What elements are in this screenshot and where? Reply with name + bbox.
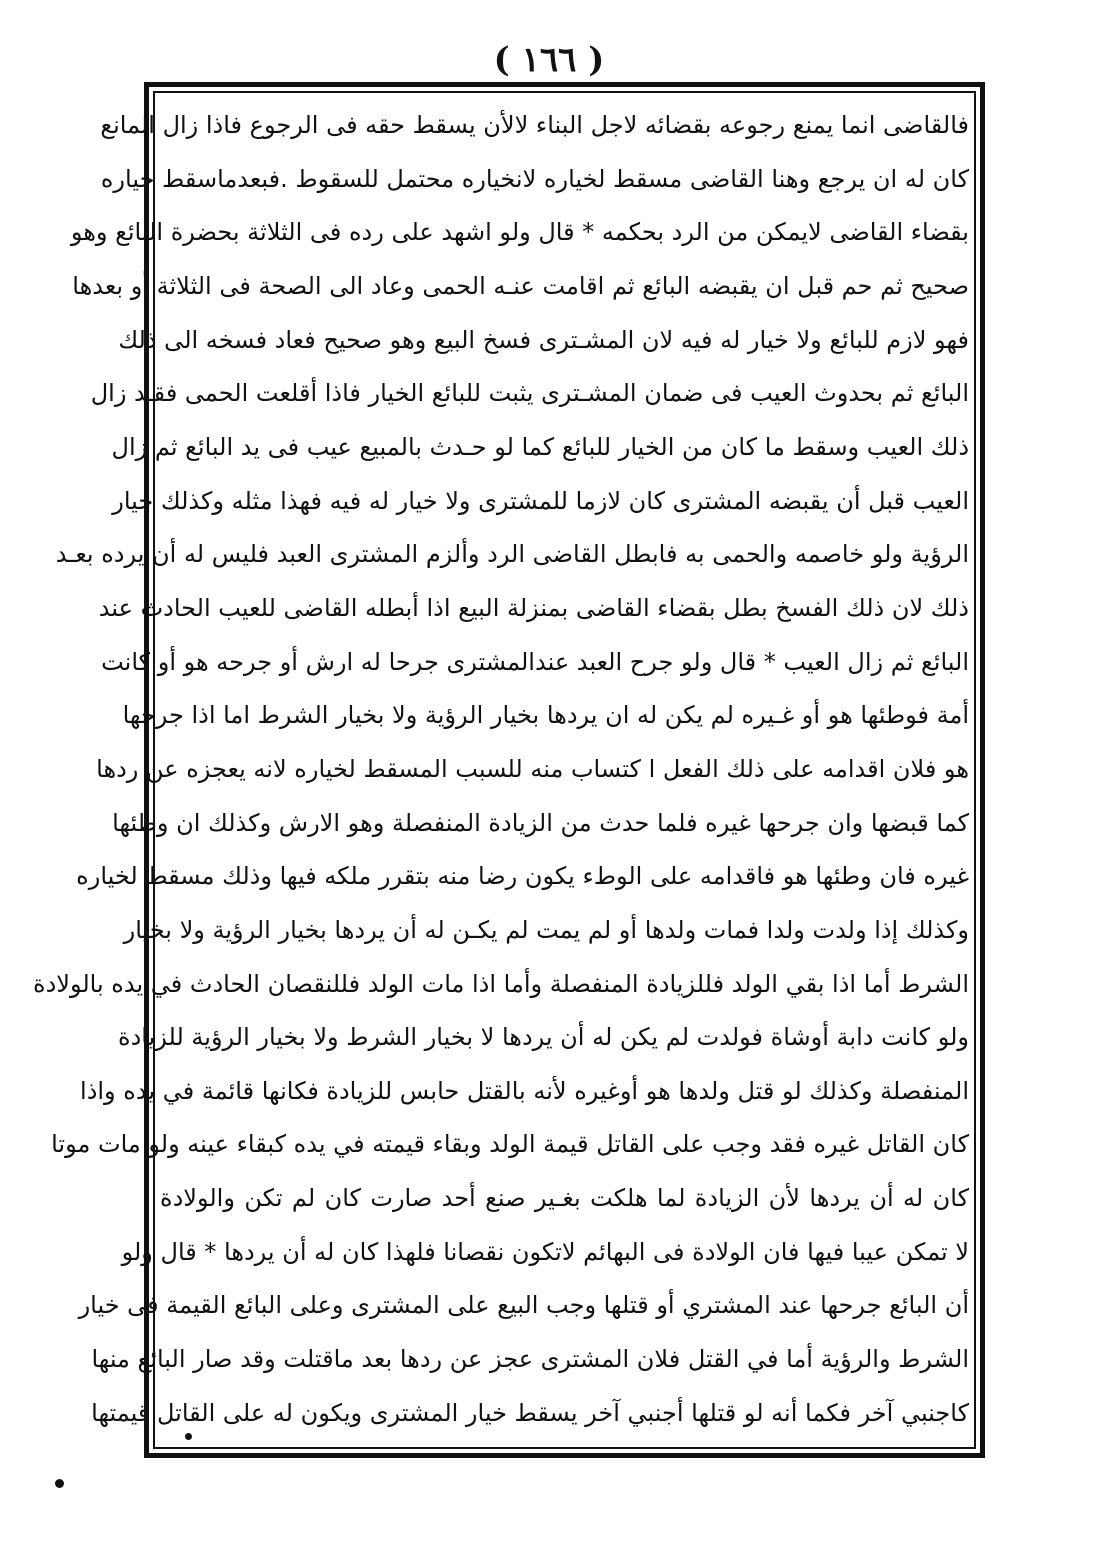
text-line-2: كان له ان يرجع وهنا القاضى مسقط لخياره لانخياره محتمل للسقوط .فبعدماسقط خياره (100, 164, 969, 193)
text-line-8: العيب قبل أن يقبضه المشترى كان لازما للمشترى ولا خيار له فيه فهذا مثله وكذلك خيار (112, 486, 969, 515)
text-line-4: صحيح ثم حم قبل ان يقبضه البائع ثم اقامت عنـه الحمى وعاد الى الصحة فى الثلاثة أو بعدها (72, 271, 969, 300)
text-line-16: وكذلك إذا ولدت ولدا فمات ولدها أو لم يمت لم يكـن له أن يردها بخيار الرؤية ولا بخيار (123, 915, 969, 944)
text-line-21: كان له أن يردها لأن الزيادة لما هلكت بغـير صنع أحد صارت كان لم تكن والولادة (160, 1184, 969, 1213)
text-line-5: فهو لازم للبائع ولا خيار له فيه لان المشـترى فسخ البيع وهو صحيح فعاد فسخه الى ذلك (118, 325, 969, 354)
page-number: ( ١٦٦ ) (493, 40, 605, 80)
bottom-ornament-dot (185, 1433, 192, 1440)
text-line-12: أمة فوطئها هو أو غـيره لم يكن له ان يردها بخيار الرؤية ولا بخيار الشرط اما اذا جرحها (122, 701, 969, 730)
text-line-22: لا تمكن عيبا فيها فان الولادة فى البهائم لاتكون نقصانا فلهذا كان له أن يردها * قال ولو (121, 1237, 969, 1266)
text-line-18: ولو كانت دابة أوشاة فولدت لم يكن له أن يردها لا بخيار الشرط ولا بخيار الرؤية للزيادة (118, 1023, 969, 1052)
text-line-15: غيره فان وطئها هو فاقدامه على الوطء يكون رضا منه بتقرر ملكه فيها وذلك مسقط لخياره (76, 862, 969, 891)
text-line-25: كاجنبي آخر فكما أنه لو قتلها أجنبي آخر يسقط خيار المشترى ويكون له على القاتل قيمتها (91, 1398, 969, 1427)
text-line-10: ذلك لان ذلك الفسخ بطل بقضاء القاضى بمنزلة البيع اذا أبطله القاضى للعيب الحادث عند (98, 593, 969, 622)
text-line-24: الشرط والرؤية أما في القتل فلان المشترى عجز عن ردها بعد ماقتلت وقد صار البائع منها (91, 1345, 969, 1374)
text-line-20: كان القاتل غيره فقد وجب على القاتل قيمة الولد وبقاء قيمته في يده كبقاء عينه ولو مات موتا (51, 1130, 969, 1159)
text-line-7: ذلك العيب وسقط ما كان من الخيار للبائع كما لو حـدث بالمبيع عيب فى يد البائع ثم زال (111, 432, 969, 461)
text-line-9: الرؤية ولو خاصمه والحمى به فابطل القاضى الرد وألزم المشترى العبد فليس له أن يرده بعـد (55, 540, 969, 569)
text-line-3: بقضاء القاضى لايمكن من الرد بحكمه * قال ولو اشهد على رده فى الثلاثة بحضرة البائع وهو (70, 218, 969, 247)
text-line-14: كما قبضها وان جرحها غيره فلما حدث من الزيادة المنفصلة وهو الارش وكذلك ان وطئها (112, 808, 969, 837)
text-line-11: البائع ثم زال العيب * قال ولو جرح العبد عندالمشترى جرحا له ارش أو جرحه هو أو كانت (101, 647, 969, 676)
text-line-17: الشرط أما اذا بقي الولد فللزيادة المنفصلة وأما اذا مات الولد فللنقصان الحادث في يده بالولادة (33, 969, 969, 998)
margin-ink-dot (55, 1479, 64, 1488)
text-body (33, 100, 969, 1438)
text-line-1: فالقاضى انما يمنع رجوعه بقضائه لاجل البناء لالأن يسقط حقه فى الرجوع فاذا زال المانع (100, 111, 969, 139)
text-line-23: أن البائع جرحها عند المشتري أو قتلها وجب البيع على المشترى وعلى البائع القيمة فى خيار (78, 1291, 969, 1320)
text-line-13: هو فلان اقدامه على ذلك الفعل ا كتساب منه للسبب المسقط لخياره لانه يعجزه عن ردها (96, 754, 969, 783)
text-line-19: المنفصلة وكذلك لو قتل ولدها هو أوغيره لأنه بالقتل حابس للزيادة فكانها قائمة في يده واذا (80, 1076, 969, 1105)
text-line-6: البائع ثم بحدوث العيب فى ضمان المشـترى يثبت للبائع الخيار فاذا أقلعت الحمى فقـد زال (90, 379, 969, 408)
